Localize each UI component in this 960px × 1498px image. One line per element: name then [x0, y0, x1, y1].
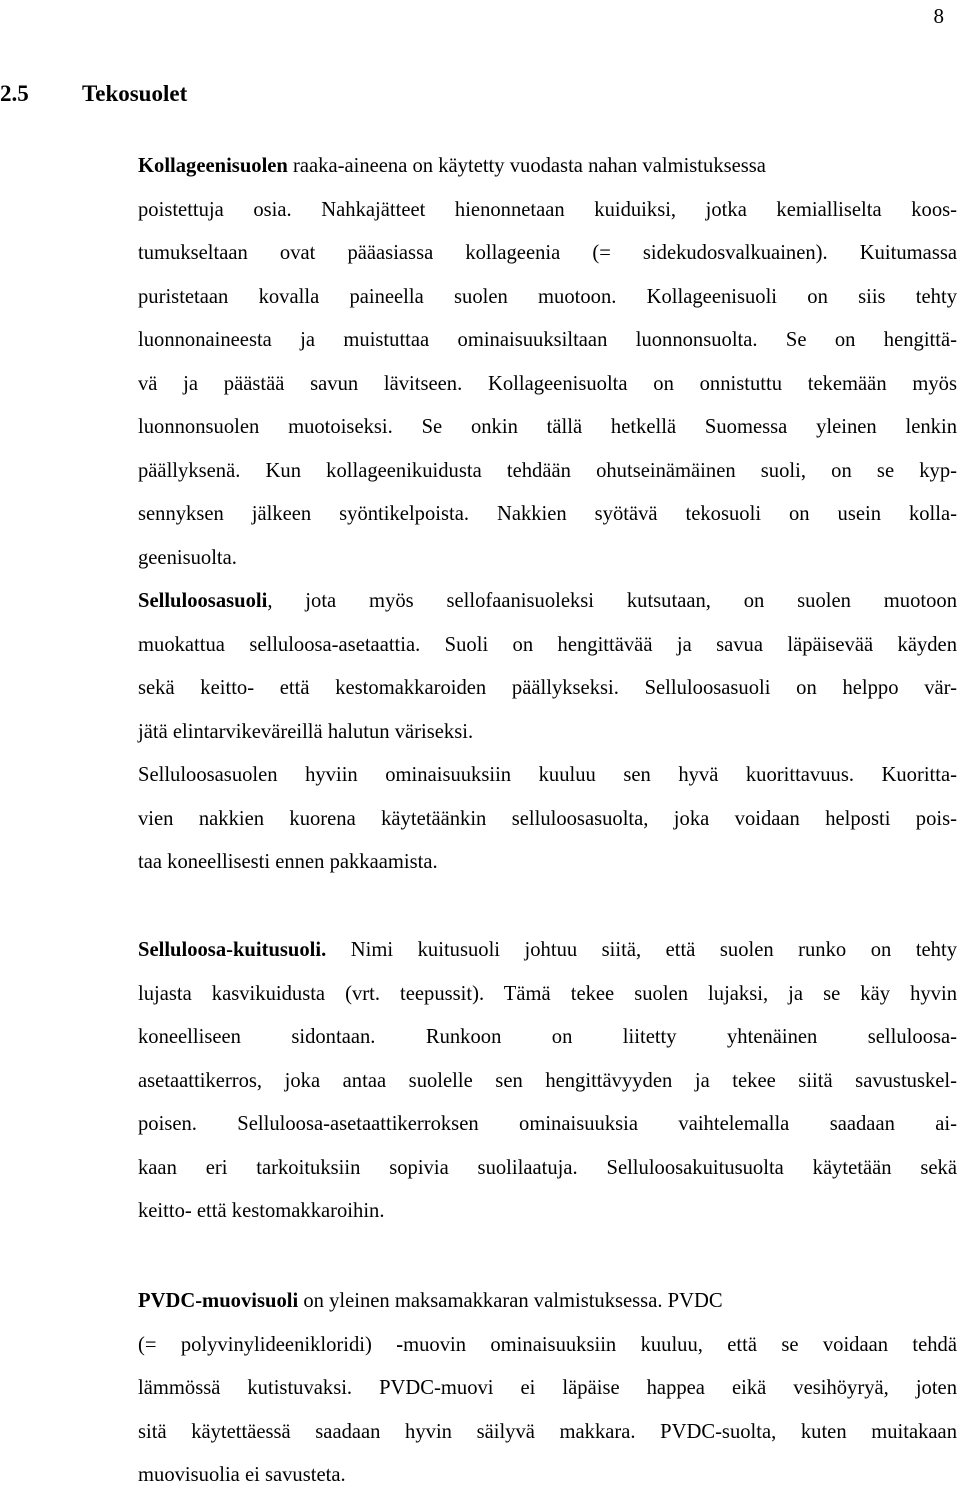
text-run: Selluloosasuolen hyviin ominaisuuksiin kuuluu sen hyvä kuorittavuus. Kuoritta- [138, 764, 957, 786]
text-run: sitä käytettäessä saadaan hyvin säilyvä makkara. PVDC-suolta, kuten muitakaan [138, 1420, 957, 1443]
text-run: lämmössä kutistuvaksi. PVDC-muovi ei läpäise happea eikä vesihöyryä, joten [138, 1377, 957, 1399]
bold-term: Selluloosa-kuitusuoli. [138, 939, 327, 961]
text-line [138, 667, 957, 711]
text-line [138, 929, 957, 973]
text-line [138, 1147, 957, 1191]
text-run: muovin ominaisuuksiin kuuluu, että se voidaan tehdä [403, 1333, 957, 1356]
text-run: luonnonaineesta ja muistuttaa ominaisuuksiltaan luonnonsuolta. Se on hengittä- [138, 329, 957, 351]
paragraph-block-casings [138, 145, 957, 885]
text-run: taa koneellisesti ennen pakkaamista. [138, 851, 438, 873]
bold-term: Kollageenisuolen [138, 155, 288, 177]
text-line [138, 580, 957, 624]
text-line [138, 363, 957, 407]
text-run: asetaattikerros, joka antaa suolelle sen hengittävyyden ja tekee siitä savustuskel- [138, 1069, 957, 1092]
text-line [138, 1016, 957, 1060]
bold-term: PVDC-muovisuoli [138, 1290, 299, 1312]
text-run: poisen. Selluloosa-asetaattikerroksen ominaisuuksia vaihtelemalla saadaan ai- [138, 1113, 957, 1135]
text-run: geenisuolta. [138, 546, 237, 569]
text-run: jätä elintarvikeväreillä halutun väriseksi. [138, 720, 474, 743]
text-run: sennyksen jälkeen syöntikelpoista. Nakkien syötävä tekosuoli on usein kolla- [138, 503, 957, 525]
text-line [138, 1454, 957, 1498]
text-line [138, 319, 957, 363]
section-number: 2.5 [0, 81, 29, 106]
text-line [138, 276, 957, 320]
text-line [138, 1190, 957, 1234]
text-run: , jota myös sellofaanisuoleksi kutsutaan, on suolen muotoon [267, 590, 957, 612]
text-line [138, 798, 957, 842]
text-run: luonnonsuolen muotoiseksi. Se onkin tällä hetkellä Suomessa yleinen lenkin [138, 416, 957, 438]
text-run: keitto- että kestomakkaroihin. [138, 1200, 385, 1222]
section-heading [0, 81, 187, 107]
text-run: kaan eri tarkoituksiin sopivia suolilaatuja. Selluloosakuitusuolta käytetään sekä [138, 1156, 957, 1179]
paragraph-block-fibrous-casing [138, 929, 957, 1234]
text-run: vä ja päästää savun lävitseen. Kollageenisuolta on onnistuttu tekemään myös [138, 372, 957, 395]
text-line [138, 1324, 957, 1368]
text-run: päällyksenä. Kun kollageenikuidusta tehdään ohutseinämäinen suoli, on se kyp- [138, 459, 957, 482]
text-run: raaka-aineena on käytetty vuodasta nahan valmistuksessa [287, 155, 766, 177]
text-run: lujasta kasvikuidusta (vrt. teepussit). Tämä tekee suolen lujaksi, ja se käy hyvin [138, 982, 957, 1005]
text-line [138, 493, 957, 537]
text-line [138, 1367, 957, 1411]
text-line [138, 841, 957, 885]
text-run: muovisuolia ei savusteta. [138, 1464, 346, 1486]
text-line [138, 1411, 957, 1455]
page-number: 8 [933, 4, 944, 28]
text-line [138, 1103, 957, 1147]
text-run: muokattua selluloosa-asetaattia. Suoli on hengittävää ja savua läpäisevää käyden [138, 633, 957, 656]
text-run: tumukseltaan ovat pääasiassa kollageenia (= sidekudosvalkuainen). Kuitumassa [138, 242, 957, 264]
bold-term: Selluloosasuoli [138, 590, 268, 612]
text-line [138, 1060, 957, 1104]
text-line [138, 754, 957, 798]
text-line [138, 145, 957, 189]
section-title: Tekosuolet [82, 81, 188, 106]
text-line [138, 537, 957, 581]
text-run: poistettuja osia. Nahkajätteet hienonnetaan kuiduiksi, jotka kemialliselta koos- [138, 198, 957, 221]
text-run: vien nakkien kuorena käytetäänkin selluloosasuolta, joka voidaan helposti pois- [138, 807, 957, 830]
text-line [138, 973, 957, 1017]
text-run: on yleinen maksamakkaran valmistuksessa. PVDC [298, 1290, 723, 1312]
text-line [138, 624, 957, 668]
text-line [138, 189, 957, 233]
text-line [138, 1280, 957, 1324]
text-line [138, 450, 957, 494]
text-line [138, 406, 957, 450]
text-line [138, 711, 957, 755]
text-run: sekä keitto- että kestomakkaroiden päällykseksi. Selluloosasuoli on helppo vär- [138, 677, 957, 699]
text-run: (= polyvinylideenikloridi) [138, 1333, 397, 1356]
text-run: Nimi kuitusuoli johtuu siitä, että suolen runko on tehty [326, 939, 957, 961]
text-run: koneelliseen sidontaan. Runkoon on liitetty yhtenäinen selluloosa- [138, 1026, 957, 1048]
bold-term: - [396, 1333, 404, 1356]
text-line [138, 232, 957, 276]
paragraph-block-pvdc-casing [138, 1280, 957, 1498]
text-run: puristetaan kovalla paineella suolen muotoon. Kollageenisuoli on siis tehty [138, 285, 957, 308]
